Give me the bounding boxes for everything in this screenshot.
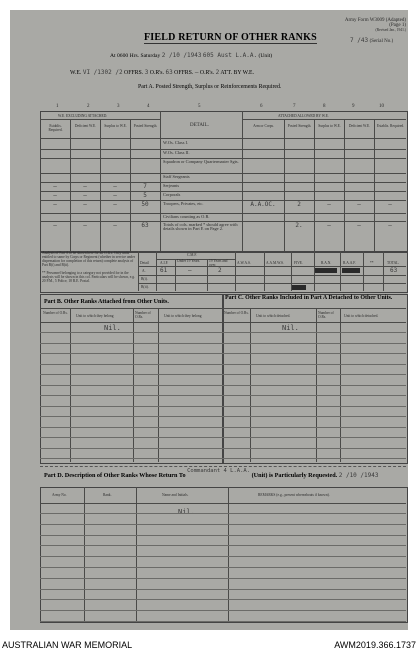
redaction-mark	[342, 268, 360, 273]
ruled-line	[40, 427, 222, 428]
group-header-we: W.E. EXCLUDING ATTACHED.	[58, 114, 108, 118]
detail-cell-value: –	[53, 201, 57, 208]
part-d-nil: Nil.	[178, 508, 195, 516]
ruled-line	[222, 374, 406, 375]
detail-row-label: W.Os. Class II.	[163, 150, 190, 155]
ruled-line	[222, 448, 406, 449]
ruled-line	[222, 416, 406, 417]
ruled-line	[222, 364, 406, 365]
detail-cell-value: 63	[141, 222, 149, 229]
attached-cell-value: –	[327, 201, 331, 208]
ruled-line	[40, 385, 222, 386]
part-d-title: Part D. Description of Other Ranks Whose Return To Commandant 4 L.A.A. (Unit) is Particularly Requested. 2 /10 /1943	[44, 468, 379, 479]
part-b-title: Part B. Other Ranks Attached from Other Units.	[44, 299, 169, 305]
ruled-line	[40, 458, 222, 459]
detail-row-divider	[40, 182, 406, 183]
serial-number: 7 /43 (Serial No.)	[350, 37, 394, 44]
ruled-line	[40, 578, 406, 579]
ruled-line	[222, 385, 406, 386]
detail-row-label: Corporals	[163, 192, 181, 197]
ruled-line	[222, 332, 406, 333]
ruled-line	[40, 416, 222, 417]
ruled-line	[40, 513, 406, 514]
detail-cell-value: –	[53, 222, 57, 229]
attached-cell-value: –	[388, 201, 392, 208]
ruled-line	[40, 332, 222, 333]
detail-row-label: W.Os. Class I.	[163, 140, 189, 145]
form-reference: Army Form W3009 (Adapted) (Page 1) (Revised Jan., 1941.)	[344, 18, 406, 33]
detail-cell-value: –	[113, 192, 117, 199]
detail-row-label: Staff Sergeants	[163, 174, 190, 179]
part-b-table	[40, 294, 224, 464]
detail-cell-value: –	[83, 192, 87, 199]
detail-cell-value: –	[83, 183, 87, 190]
ruled-line	[40, 448, 222, 449]
detail-cell-value: –	[113, 222, 117, 229]
ruled-line	[40, 437, 222, 438]
analysis-note-2: ** Personnel belonging to a category not provided for in the analysis will be shown in this col. Particulars will be shown, e.g. 20 P.M., 5 Police, 18 R.E. Postal.	[42, 271, 135, 283]
ruled-line	[40, 545, 406, 546]
part-c-title: Part C. Other Ranks Included in Part A Detached to Other Units.	[225, 295, 393, 301]
detail-row-label: Troopers, Privates, etc.	[163, 201, 204, 206]
analysis-under-value: –	[188, 267, 192, 274]
ruled-line	[40, 343, 222, 344]
analysis-note: Analysis of Part A to be shown here for all O.R.s. Only units entitled to same by Corps or Regiment (whether in service under dispensation for completion of this return) complete analysis of Part B(i) and B(ii).	[42, 251, 136, 267]
detail-cell-value: –	[83, 201, 87, 208]
attached-cell-value: 2	[297, 201, 301, 208]
footer-right: AWM2019.366.1737	[334, 640, 416, 650]
detail-row-divider	[40, 191, 406, 192]
ruled-line	[40, 364, 222, 365]
ruled-line	[40, 589, 406, 590]
detail-header: DETAIL.	[190, 123, 209, 128]
part-a-title: Part A. Posted Strength, Surplus or Reinforcements Required.	[138, 84, 282, 90]
ruled-line	[222, 406, 406, 407]
ruled-line	[40, 406, 222, 407]
attached-cell-value: –	[357, 201, 361, 208]
ruled-line	[40, 353, 222, 354]
ruled-line	[40, 621, 406, 622]
detail-cell-value: 50	[141, 201, 149, 208]
redaction-mark	[315, 268, 337, 273]
ruled-line	[40, 556, 406, 557]
detail-cell-value: 5	[143, 192, 147, 199]
detail-cell-value: –	[83, 222, 87, 229]
detail-row-label: Squadron or Company Quartermaster Sgts.	[163, 159, 239, 164]
detail-cell-value: –	[113, 183, 117, 190]
ruled-line	[222, 437, 406, 438]
ruled-line	[222, 343, 406, 344]
attached-cell-value: A.A.OC.	[250, 201, 276, 208]
ruled-line	[40, 599, 406, 600]
part-d-table	[40, 487, 408, 623]
detail-cell-value: –	[113, 201, 117, 208]
detail-row-label: Totals of cols. marked * should agree with details shown in Part E on Page 2.	[163, 222, 238, 231]
part-c-nil: Nil.	[282, 324, 299, 332]
return-time-line: At 0600 Hrs. Saturday 2 /10 /1943 605 Aust L.A.A. (Unit)	[110, 52, 273, 59]
detail-row-divider	[40, 213, 406, 214]
detail-row-divider	[40, 149, 406, 150]
footer-left: AUSTRALIAN WAR MEMORIAL	[2, 640, 133, 650]
attached-cell-value: 2.	[295, 222, 303, 229]
detail-cell-value: 7	[143, 183, 147, 190]
detail-cell-value: –	[53, 192, 57, 199]
ruled-line	[222, 427, 406, 428]
attached-cell-value: –	[357, 222, 361, 229]
analysis-aif-value: 61	[160, 267, 168, 274]
ruled-line	[40, 535, 406, 536]
analysis-aged-value: 2	[218, 267, 222, 274]
ruled-line	[40, 374, 222, 375]
ruled-line	[40, 567, 406, 568]
detail-cell-value: –	[53, 183, 57, 190]
ruled-line	[222, 395, 406, 396]
form-sheet: Army Form W3009 (Adapted) (Page 1) (Revised Jan., 1941.) 7 /43 (Serial No.) FIELD RETURN OF OTHER RANKS At 0600 Hrs. Saturday 2 /10 /1943 605 Aust L.A.A. (Unit) W.E. VI /1302 /2 OFFRS. 3 O.R's. 63 OFFRS. – O.R's. 2 ATT. BY W.E. Part A. Posted Strength, Surplus or Reinforcements Required. 1 2 3 4 5 6 7 8 9 10 W.E. EXCLUDING ATTACHED. ATTACHED ALLOWED BY W.E. DETAIL. Establis. Required. Deficient W.E. Surplus to W.E. Posted Strength. Arm or Corps. Posted Strength. Surplus to W.E. Deficient W.E. Establis. Required. W.Os. Class I. W.Os. Class II. Squadron or Company Quartermaster Sgts. Staff Sergeants Serjeants – – – 7 Corporals – – – 5 Troopers, Privates, etc. – – – 50 A.A.OC. 2 – – – Civilians counting as O.R. Totals of cols. marked * should agree with details shown in Part E on Page 2. – – – 63 2. – – – Analysis of Part A to be shown here for all O.R.s. Only units entitled to same by Corps or Regiment (whether in service under dispensation for completion of this return) complete analysis of Part B(i) and B(ii). ** Personnel belonging to a category not provided for in the analysis will be shown in this col. Particulars will be shown, e.g. 20 P.M., 5 Police, 18 R.E. Postal. Detail A. B(i). B(ii). C.M.F. A.I.F. Under 19 Years. 19 Years and over. A.W.A.S. A.A.M.W.S. FIVE. R.A.N. R.A.A.F. ** TOTAL. 61 – 2 63 Part B. Other Ranks Attached from Other Units. Number of O.Rs. Unit to which they belong Number of O.Rs. Unit to which they belong Nil. Part C. Other Ranks Included in Part A Detached to Other Units. Number of O.Rs. Unit to which detached. Number of O.Rs. Unit to which detached. Nil. Part D. Description of Other Ranks Whose Return To Commandant 4 L.A.A. (Unit) is Particularly Requested. 2 /10 /1943 Army No. Rank. Name and Initials. REMARKS (e.g., present whereabouts if known). Nil.	[10, 10, 408, 630]
ruled-line	[40, 610, 406, 611]
detail-row-label: Civilians counting as O.R.	[163, 214, 210, 219]
form-title: FIELD RETURN OF OTHER RANKS	[144, 32, 317, 43]
attached-cell-value: –	[388, 222, 392, 229]
redaction-mark	[292, 285, 306, 290]
ruled-line	[40, 395, 222, 396]
ruled-line	[222, 353, 406, 354]
analysis-total-value: 63	[390, 267, 398, 274]
part-b-nil: Nil.	[104, 324, 121, 332]
group-header-attached: ATTACHED ALLOWED BY W.E.	[278, 114, 329, 118]
attached-cell-value: –	[327, 222, 331, 229]
tear-line	[40, 466, 406, 467]
ruled-line	[222, 458, 406, 459]
ruled-line	[40, 524, 406, 525]
detail-row-divider	[40, 173, 406, 174]
establishment-line: W.E. VI /1302 /2 OFFRS. 3 O.R's. 63 OFFRS. – O.R's. 2 ATT. BY W.E.	[70, 69, 255, 76]
detail-row-label: Serjeants	[163, 183, 180, 188]
